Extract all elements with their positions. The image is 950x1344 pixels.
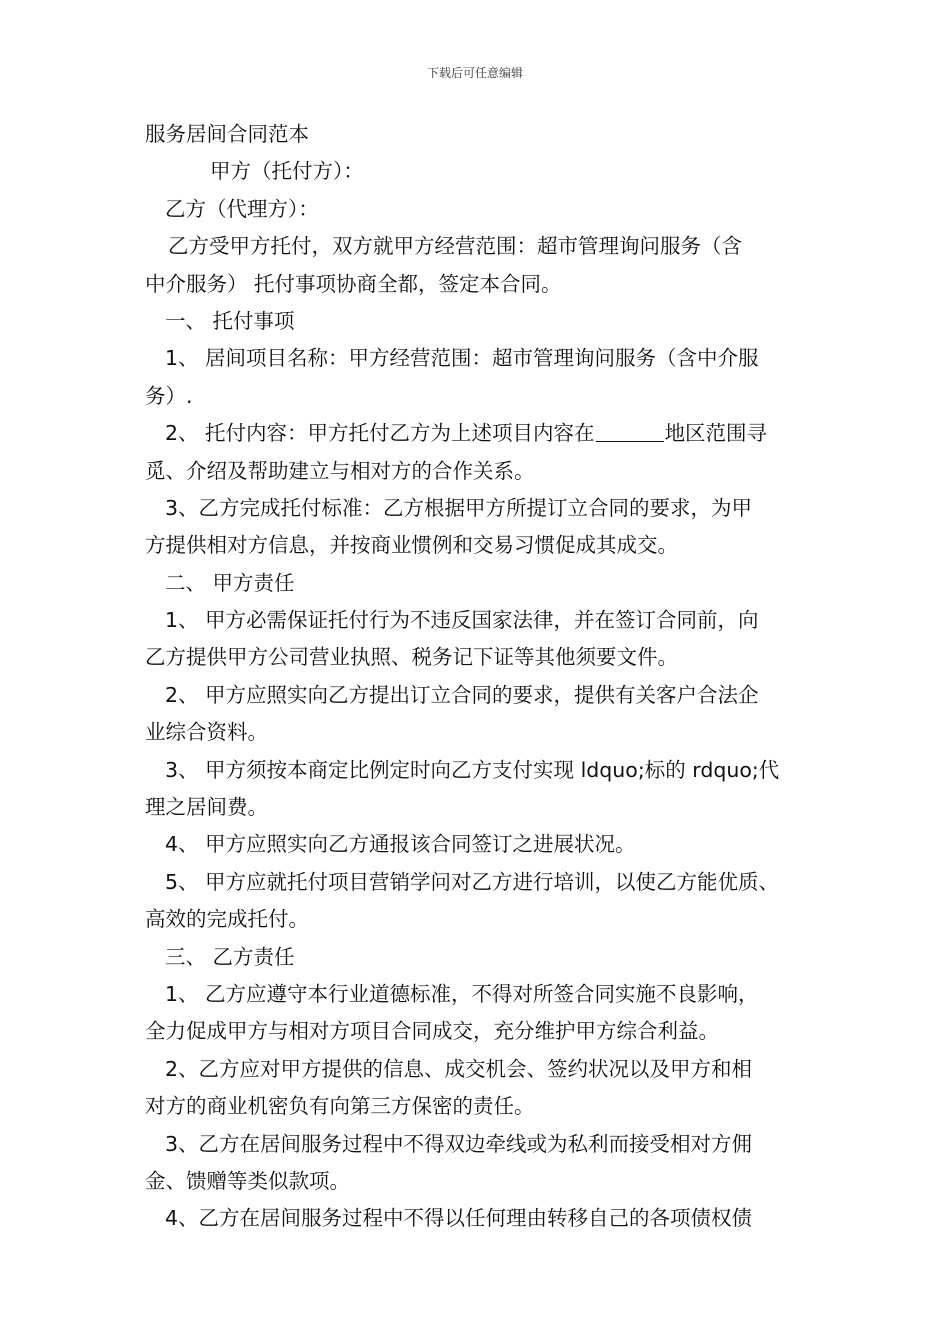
paragraph-line: 1、 居间项目名称：甲方经营范围：超市管理询问服务（含中介服 bbox=[165, 346, 759, 371]
party-a-line: 甲方（托付方）： bbox=[210, 159, 364, 184]
paragraph-line: 方提供相对方信息，并按商业惯例和交易习惯促成其成交。 bbox=[145, 533, 678, 558]
paragraph-line: 4、乙方在居间服务过程中不得以任何理由转移自己的各项债权债 bbox=[165, 1206, 753, 1231]
paragraph-line: 乙方受甲方托付，双方就甲方经营范围：超市管理询问服务（含 bbox=[168, 234, 742, 259]
paragraph-line: 1、 甲方必需保证托付行为不违反国家法律，并在签订合同前，向 bbox=[165, 608, 759, 633]
section-heading-1: 一、 托付事项 bbox=[165, 308, 295, 333]
party-b-line: 乙方（代理方）： bbox=[165, 196, 319, 221]
paragraph-line: 4、 甲方应照实向乙方通报该合同签订之进展状况。 bbox=[165, 832, 636, 857]
paragraph-line: 业综合资料。 bbox=[145, 720, 268, 745]
paragraph-line: 2、乙方应对甲方提供的信息、成交机会、签约状况以及甲方和相 bbox=[165, 1056, 753, 1081]
paragraph-line: 1、 乙方应遵守本行业道德标准，不得对所签合同实施不良影响， bbox=[165, 981, 759, 1006]
document-body bbox=[145, 116, 830, 1238]
paragraph-line: 金、馈赠等类似款项。 bbox=[145, 1168, 350, 1193]
page-header: 下载后可任意编辑 bbox=[426, 66, 523, 80]
paragraph-line: 全力促成甲方与相对方项目合同成交，充分维护甲方综合利益。 bbox=[145, 1019, 719, 1044]
paragraph-line: 觅、介绍及帮助建立与相对方的合作关系。 bbox=[145, 458, 535, 483]
paragraph-line: 务）. bbox=[145, 383, 193, 408]
paragraph-line-with-blank bbox=[145, 415, 830, 452]
section-heading-2: 二、 甲方责任 bbox=[165, 570, 295, 595]
paragraph-line: 5、 甲方应就托付项目营销学问对乙方进行培训，以使乙方能优质、 bbox=[165, 869, 780, 894]
paragraph-line: 中介服务） 托付事项协商全都，签定本合同。 bbox=[145, 271, 562, 296]
document-title: 服务居间合同范本 bbox=[145, 122, 309, 146]
fill-in-blank bbox=[596, 421, 664, 442]
paragraph-line: 乙方提供甲方公司营业执照、税务记下证等其他须要文件。 bbox=[145, 645, 678, 670]
text-segment: 地区范围寻 bbox=[664, 421, 768, 446]
paragraph-line: 2、 甲方应照实向乙方提出订立合同的要求，提供有关客户合法企 bbox=[165, 682, 759, 707]
paragraph-line: 3、乙方在居间服务过程中不得双边牵线或为私利而接受相对方佣 bbox=[165, 1131, 753, 1156]
paragraph-line: 高效的完成托付。 bbox=[145, 907, 309, 932]
paragraph-line: 3、 甲方须按本商定比例定时向乙方支付实现 ldquo;标的 rdquo;代 bbox=[165, 757, 780, 782]
paragraph-line: 对方的商业机密负有向第三方保密的责任。 bbox=[145, 1094, 535, 1119]
text-segment: 2、 托付内容：甲方托付乙方为上述项目内容在 bbox=[165, 421, 595, 446]
section-heading-3: 三、 乙方责任 bbox=[165, 944, 295, 969]
paragraph-line: 理之居间费。 bbox=[145, 795, 268, 820]
paragraph-line: 3、乙方完成托付标准：乙方根据甲方所提订立合同的要求，为甲 bbox=[165, 495, 753, 520]
